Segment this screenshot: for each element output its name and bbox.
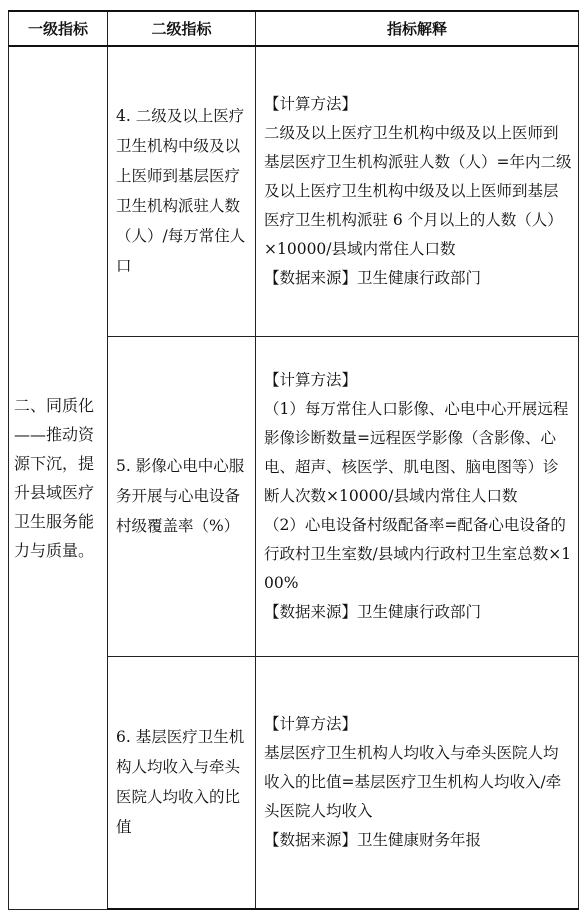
explanation-line: （2）心电设备村级配备率=配备心电设备的行政村卫生室数/县域内行政村卫生室总数×100% bbox=[264, 515, 572, 592]
explanation-line: 【计算方法】 bbox=[264, 94, 358, 113]
level2-cell: 5. 影像心电中心服务开展与心电设备村级覆盖率（%） bbox=[108, 336, 256, 656]
level2-cell: 4. 二级及以上医疗卫生机构中级及以上医师到基层医疗卫生机构派驻人数（人）/每万常住人口 bbox=[108, 46, 256, 336]
explanation-line: 基层医疗卫生机构人均收入与牵头医院人均收入的比值=基层医疗卫生机构人均收入/牵头医院人均收入 bbox=[264, 743, 562, 820]
explanation-cell bbox=[256, 656, 579, 909]
explanation-line: 【数据来源】卫生健康行政部门 bbox=[264, 268, 482, 287]
indicator-table bbox=[8, 10, 579, 910]
level2-cell: 6. 基层医疗卫生机构人均收入与牵头医院人均收入的比值 bbox=[108, 656, 256, 909]
table-header-row bbox=[9, 11, 579, 46]
explanation-line: 【计算方法】 bbox=[264, 714, 358, 733]
explanation-line: 二级及以上医疗卫生机构中级及以上医师到基层医疗卫生机构派驻人数（人）=年内二级及以上医疗卫生机构中级及以上医师到基层医疗卫生机构派驻 6 个月以上的人数（人）×10000/县域内常住人口数 bbox=[264, 123, 572, 258]
header-level2: 二级指标 bbox=[108, 11, 256, 46]
explanation-line: （1）每万常住人口影像、心电中心开展远程影像诊断数量=远程医学影像（含影像、心电、超声、核医学、肌电图、脑电图等）诊断人次数×10000/县域内常住人口数 bbox=[264, 399, 569, 505]
explanation-cell bbox=[256, 46, 579, 336]
explanation-cell bbox=[256, 336, 579, 656]
level1-cell: 二、同质化——推动资源下沉，提升县域医疗卫生服务能力与质量。 bbox=[9, 46, 108, 909]
explanation-line: 【数据来源】卫生健康行政部门 bbox=[264, 602, 482, 621]
explanation-line: 【计算方法】 bbox=[264, 370, 358, 389]
header-explanation: 指标解释 bbox=[256, 11, 579, 46]
header-level1: 一级指标 bbox=[9, 11, 108, 46]
table-row bbox=[9, 46, 579, 336]
explanation-line: 【数据来源】卫生健康财务年报 bbox=[264, 830, 482, 849]
